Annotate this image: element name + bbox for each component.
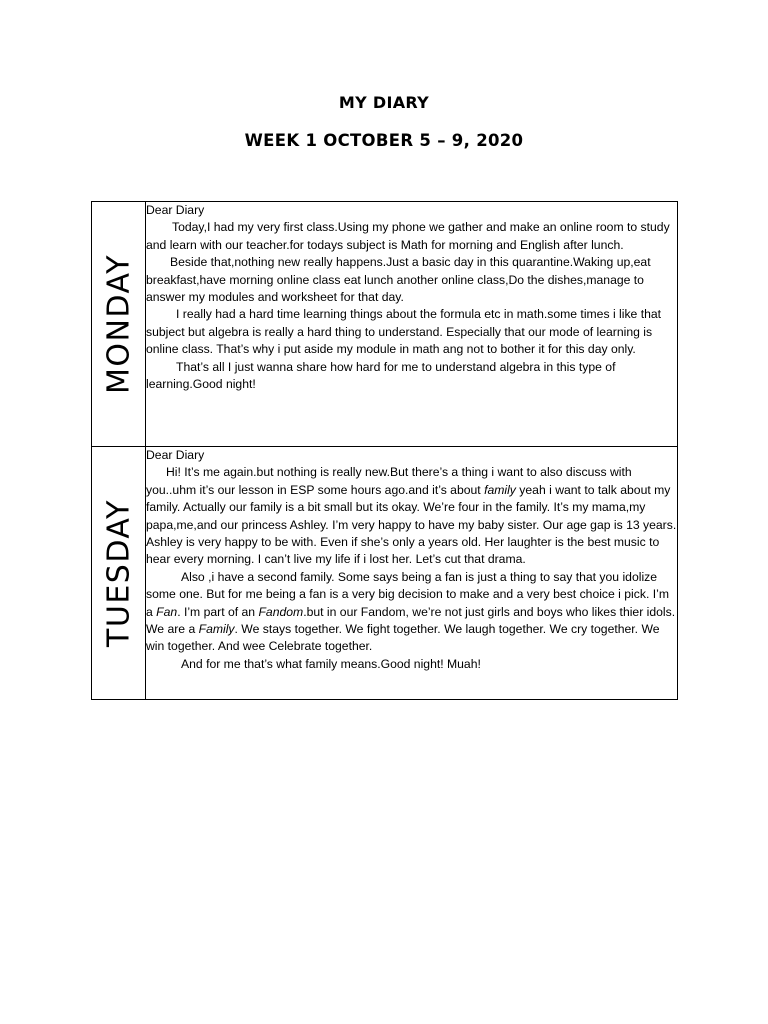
entry-text: . I’m part of an xyxy=(177,604,259,619)
entry-text: .but in our Fandom, we’re not just girls and boys who likes thier idols. We are a xyxy=(146,604,676,637)
table-row-monday xyxy=(92,202,678,447)
entry-emphasis: Family xyxy=(198,622,235,637)
entry-cell-tuesday xyxy=(146,447,678,700)
entry-paragraph: And for me that’s what family means.Good night! Muah! xyxy=(181,656,481,671)
day-label-monday: MONDAY xyxy=(101,253,136,395)
entry-text: Also ,i have a second family. Some says being a fan is just a thing to say that you idolize some one. But for me being a fan is a very big decision to make and a very best choice i pick. I’m a xyxy=(146,569,669,619)
entry-emphasis: Fan xyxy=(156,604,178,619)
entry-emphasis: family xyxy=(484,482,516,497)
entry-text: yeah i want to talk about my family. Actually our family is a bit small but its okay. We’re four in the family. It’s my mama,my papa,me,and our princess Ashley. I’m very happy to have my baby sister. Our age gap is 13 years. Ashley is very happy to be with. Even if she’s only a years old. Her laughter is the best music to hear every morning. I can’t live my life if i lost her. Let’s cut that drama. xyxy=(146,482,677,567)
entry-cell-monday xyxy=(146,202,678,447)
entry-paragraph: Beside that,nothing new really happens.Just a basic day in this quarantine.Waking up,eat breakfast,have morning online class eat lunch another online class,Do the dishes,manage to answer my modules and worksheet for that day. xyxy=(146,255,651,305)
entry-emphasis: Fandom xyxy=(258,604,304,619)
entry-paragraph: That’s all I just wanna share how hard for me to understand algebra in this type of learning.Good night! xyxy=(146,359,616,392)
entry-paragraph: I really had a hard time learning things about the formula etc in math.some times i like that subject but algebra is really a hard thing to understand. Especially that our mode of learning is online class. That’s why i put aside my module in math ang not to bother it for this day only. xyxy=(146,307,662,357)
day-cell-monday xyxy=(92,202,146,447)
page-title: MY DIARY xyxy=(338,93,430,112)
day-cell-tuesday xyxy=(92,447,146,700)
entry-paragraph: Today,I had my very first class.Using my phone we gather and make an online room to study and learn with our teacher.for todays subject is Math for morning and English after lunch. xyxy=(146,220,670,252)
page-subtitle: WEEK 1 OCTOBER 5 – 9, 2020 xyxy=(244,131,524,150)
entry-paragraph xyxy=(146,569,677,656)
entry-greeting: Dear Diary xyxy=(146,203,205,217)
day-label-tuesday: TUESDAY xyxy=(101,499,136,647)
entry-paragraph xyxy=(146,464,677,568)
table-row-tuesday xyxy=(92,447,678,700)
entry-text: Hi! It’s me again.but nothing is really new.But there’s a thing i want to also discuss with you..uhm it’s our lesson in ESP some hours ago.and it’s about xyxy=(146,465,632,497)
entry-text: . We stays together. We fight together. We laugh together. We cry together. We win together. And wee Celebrate together. xyxy=(146,622,660,654)
diary-table xyxy=(91,201,678,700)
entry-greeting: Dear Diary xyxy=(146,448,205,462)
